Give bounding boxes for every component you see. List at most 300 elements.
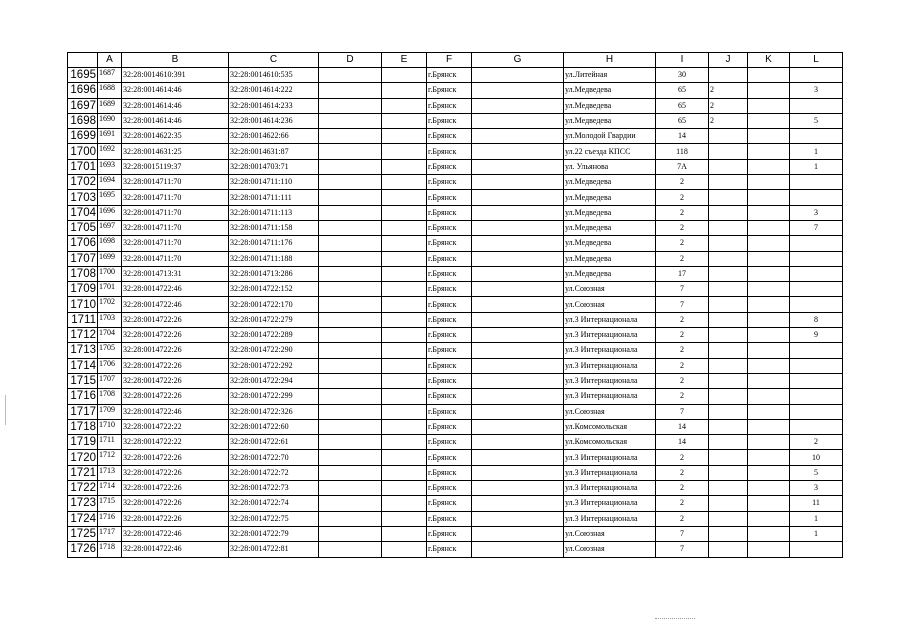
cell-e	[382, 236, 427, 251]
cell-c: 32:28:0014722:290	[229, 343, 319, 358]
cell-e	[382, 83, 427, 98]
cell-c: 32:28:0014631:87	[229, 144, 319, 159]
cell-b: 32:28:0014722:26	[122, 312, 229, 327]
cell-i: 65	[656, 98, 709, 113]
table-row	[68, 83, 843, 98]
cell-c: 32:28:0014722:279	[229, 312, 319, 327]
cell-d	[319, 297, 382, 312]
cell-j	[709, 373, 748, 388]
cell-k	[748, 526, 790, 541]
cell-j	[709, 129, 748, 144]
cell-e	[382, 68, 427, 83]
cell-a: 1712	[98, 450, 122, 465]
margin-mark	[5, 395, 6, 425]
cell-j: 2	[709, 98, 748, 113]
cell-a: 1702	[98, 297, 122, 312]
cell-l	[790, 297, 843, 312]
cell-g	[472, 404, 564, 419]
cell-c: 32:28:0014711:111	[229, 190, 319, 205]
table-row	[68, 190, 843, 205]
cell-c: 32:28:0014711:110	[229, 175, 319, 190]
cell-i: 2	[656, 373, 709, 388]
cell-j	[709, 190, 748, 205]
cell-k	[748, 481, 790, 496]
cell-b: 32:28:0014610:391	[122, 68, 229, 83]
cell-b: 32:28:0014622:35	[122, 129, 229, 144]
cell-d	[319, 175, 382, 190]
cell-h: ул.3 Интернационала	[564, 389, 656, 404]
cell-f: г.Брянск	[427, 68, 472, 83]
cell-f: г.Брянск	[427, 159, 472, 174]
cell-f: г.Брянск	[427, 236, 472, 251]
cell-l: 1	[790, 526, 843, 541]
cell-h: ул.22 съезда КПСС	[564, 144, 656, 159]
cell-f: г.Брянск	[427, 373, 472, 388]
table-row	[68, 343, 843, 358]
cell-a: 1689	[98, 98, 122, 113]
cell-e	[382, 113, 427, 128]
cell-c: 32:28:0014722:299	[229, 389, 319, 404]
row-number: 1695	[68, 68, 98, 83]
cell-g	[472, 450, 564, 465]
cell-g	[472, 159, 564, 174]
cell-b: 32:28:0014711:70	[122, 175, 229, 190]
cell-j	[709, 297, 748, 312]
cell-e	[382, 98, 427, 113]
cell-j	[709, 358, 748, 373]
cell-e	[382, 419, 427, 434]
spreadsheet-table	[67, 52, 843, 558]
cell-j	[709, 266, 748, 281]
cell-i: 7	[656, 297, 709, 312]
cell-h: ул.3 Интернационала	[564, 511, 656, 526]
cell-b: 32:28:0014614:46	[122, 98, 229, 113]
cell-f: г.Брянск	[427, 98, 472, 113]
cell-j	[709, 282, 748, 297]
cell-b: 32:28:0014722:46	[122, 526, 229, 541]
cell-c: 32:28:0014722:61	[229, 435, 319, 450]
cell-d	[319, 282, 382, 297]
cell-l	[790, 542, 843, 557]
cell-c: 32:28:0014722:292	[229, 358, 319, 373]
cell-d	[319, 113, 382, 128]
table-row	[68, 312, 843, 327]
cell-j	[709, 68, 748, 83]
cell-d	[319, 83, 382, 98]
cell-k	[748, 328, 790, 343]
cell-b: 32:28:0014614:46	[122, 83, 229, 98]
cell-f: г.Брянск	[427, 343, 472, 358]
cell-e	[382, 159, 427, 174]
cell-b: 32:28:0014711:70	[122, 190, 229, 205]
cell-j	[709, 404, 748, 419]
cell-l: 5	[790, 465, 843, 480]
cell-a: 1695	[98, 190, 122, 205]
cell-l	[790, 236, 843, 251]
cell-a: 1699	[98, 251, 122, 266]
cell-k	[748, 251, 790, 266]
cell-a: 1705	[98, 343, 122, 358]
cell-b: 32:28:0014722:26	[122, 496, 229, 511]
cell-h: ул.Медведева	[564, 98, 656, 113]
cell-h: ул.3 Интернационала	[564, 373, 656, 388]
cell-e	[382, 251, 427, 266]
column-header-l: L	[790, 53, 843, 68]
column-header-d: D	[319, 53, 382, 68]
cell-h: ул.Молодой Гвардии	[564, 129, 656, 144]
cell-j	[709, 542, 748, 557]
cell-i: 2	[656, 328, 709, 343]
cell-a: 1690	[98, 113, 122, 128]
cell-d	[319, 129, 382, 144]
cell-e	[382, 542, 427, 557]
cell-j	[709, 511, 748, 526]
cell-g	[472, 328, 564, 343]
cell-k	[748, 236, 790, 251]
cell-c: 32:28:0014722:152	[229, 282, 319, 297]
cell-d	[319, 205, 382, 220]
cell-i: 2	[656, 465, 709, 480]
cell-l: 7	[790, 220, 843, 235]
cell-f: г.Брянск	[427, 266, 472, 281]
cell-l	[790, 419, 843, 434]
table-row	[68, 159, 843, 174]
cell-k	[748, 450, 790, 465]
cell-i: 2	[656, 251, 709, 266]
cell-l: 1	[790, 159, 843, 174]
cell-f: г.Брянск	[427, 297, 472, 312]
cell-l: 1	[790, 511, 843, 526]
cell-h: ул.Комсомольская	[564, 419, 656, 434]
cell-d	[319, 190, 382, 205]
cell-j	[709, 251, 748, 266]
cell-c: 32:28:0014722:75	[229, 511, 319, 526]
cell-g	[472, 205, 564, 220]
cell-b: 32:28:0014722:46	[122, 404, 229, 419]
cell-l	[790, 373, 843, 388]
cell-e	[382, 465, 427, 480]
cell-a: 1713	[98, 465, 122, 480]
cell-i: 2	[656, 481, 709, 496]
row-number: 1704	[68, 205, 98, 220]
cell-b: 32:28:0014722:46	[122, 282, 229, 297]
cell-j	[709, 465, 748, 480]
cell-a: 1706	[98, 358, 122, 373]
cell-a: 1703	[98, 312, 122, 327]
table-row	[68, 220, 843, 235]
cell-f: г.Брянск	[427, 419, 472, 434]
table-row	[68, 68, 843, 83]
cell-i: 14	[656, 435, 709, 450]
cell-g	[472, 496, 564, 511]
table-row	[68, 282, 843, 297]
cell-b: 32:28:0014711:70	[122, 205, 229, 220]
cell-b: 32:28:0014722:26	[122, 373, 229, 388]
cell-b: 32:28:0014722:22	[122, 435, 229, 450]
cell-e	[382, 496, 427, 511]
cell-e	[382, 481, 427, 496]
cell-h: ул.3 Интернационала	[564, 328, 656, 343]
cell-i: 2	[656, 175, 709, 190]
table-row	[68, 526, 843, 541]
cell-l: 3	[790, 481, 843, 496]
cell-a: 1708	[98, 389, 122, 404]
cell-d	[319, 542, 382, 557]
cell-f: г.Брянск	[427, 435, 472, 450]
cell-l	[790, 404, 843, 419]
cell-i: 2	[656, 312, 709, 327]
cell-i: 65	[656, 113, 709, 128]
table-row	[68, 435, 843, 450]
cell-i: 2	[656, 205, 709, 220]
column-header-b: B	[122, 53, 229, 68]
row-number: 1713	[68, 343, 98, 358]
cell-j	[709, 175, 748, 190]
cell-l	[790, 68, 843, 83]
cell-j	[709, 144, 748, 159]
cell-e	[382, 389, 427, 404]
row-number: 1707	[68, 251, 98, 266]
table-row	[68, 465, 843, 480]
cell-l	[790, 98, 843, 113]
cell-i: 30	[656, 68, 709, 83]
cell-l	[790, 389, 843, 404]
cell-d	[319, 404, 382, 419]
cell-f: г.Брянск	[427, 251, 472, 266]
table-row	[68, 205, 843, 220]
cell-i: 7	[656, 282, 709, 297]
cell-f: г.Брянск	[427, 542, 472, 557]
cell-h: ул.Медведева	[564, 113, 656, 128]
cell-e	[382, 144, 427, 159]
table-row	[68, 496, 843, 511]
row-number: 1714	[68, 358, 98, 373]
cell-a: 1696	[98, 205, 122, 220]
cell-a: 1710	[98, 419, 122, 434]
cell-j	[709, 389, 748, 404]
cell-j	[709, 496, 748, 511]
row-number: 1703	[68, 190, 98, 205]
row-number: 1726	[68, 542, 98, 557]
table-row	[68, 144, 843, 159]
cell-a: 1697	[98, 220, 122, 235]
cell-j	[709, 343, 748, 358]
cell-d	[319, 435, 382, 450]
cell-b: 32:28:0014722:26	[122, 389, 229, 404]
cell-a: 1698	[98, 236, 122, 251]
cell-h: ул.3 Интернационала	[564, 343, 656, 358]
cell-e	[382, 526, 427, 541]
row-number: 1715	[68, 373, 98, 388]
cell-h: ул.3 Интернационала	[564, 481, 656, 496]
row-number: 1705	[68, 220, 98, 235]
cell-j: 2	[709, 113, 748, 128]
cell-j	[709, 419, 748, 434]
cell-k	[748, 113, 790, 128]
column-header-row	[68, 53, 843, 68]
corner-cell	[68, 53, 98, 68]
row-number: 1702	[68, 175, 98, 190]
cell-e	[382, 343, 427, 358]
cell-i: 2	[656, 511, 709, 526]
cell-e	[382, 312, 427, 327]
table-row	[68, 129, 843, 144]
column-header-e: E	[382, 53, 427, 68]
cell-f: г.Брянск	[427, 282, 472, 297]
cell-c: 32:28:0014614:236	[229, 113, 319, 128]
cell-g	[472, 175, 564, 190]
cell-f: г.Брянск	[427, 481, 472, 496]
cell-i: 7	[656, 542, 709, 557]
cell-i: 65	[656, 83, 709, 98]
table-row	[68, 175, 843, 190]
cell-j	[709, 220, 748, 235]
cell-h: ул.Медведева	[564, 236, 656, 251]
cell-f: г.Брянск	[427, 190, 472, 205]
cell-f: г.Брянск	[427, 450, 472, 465]
row-number: 1712	[68, 328, 98, 343]
table-row	[68, 266, 843, 281]
cell-e	[382, 175, 427, 190]
column-header-f: F	[427, 53, 472, 68]
cell-h: ул.Медведева	[564, 266, 656, 281]
cell-k	[748, 358, 790, 373]
cell-g	[472, 312, 564, 327]
cell-d	[319, 481, 382, 496]
cell-f: г.Брянск	[427, 129, 472, 144]
cell-l: 3	[790, 83, 843, 98]
table-row	[68, 236, 843, 251]
cell-b: 32:28:0014722:46	[122, 542, 229, 557]
cell-h: ул.3 Интернационала	[564, 358, 656, 373]
cell-e	[382, 435, 427, 450]
cell-b: 32:28:0014631:25	[122, 144, 229, 159]
cell-k	[748, 98, 790, 113]
cell-f: г.Брянск	[427, 465, 472, 480]
cell-c: 32:28:0014722:81	[229, 542, 319, 557]
cell-c: 32:28:0014711:113	[229, 205, 319, 220]
row-number: 1719	[68, 435, 98, 450]
cell-h: ул.Медведева	[564, 251, 656, 266]
cell-c: 32:28:0014713:286	[229, 266, 319, 281]
cell-g	[472, 266, 564, 281]
cell-k	[748, 129, 790, 144]
cell-h: ул.3 Интернационала	[564, 450, 656, 465]
cell-k	[748, 312, 790, 327]
cell-k	[748, 159, 790, 174]
row-number: 1718	[68, 419, 98, 434]
cell-d	[319, 465, 382, 480]
cell-g	[472, 465, 564, 480]
row-number: 1725	[68, 526, 98, 541]
cell-b: 32:28:0014722:46	[122, 297, 229, 312]
cell-b: 32:28:0014722:26	[122, 465, 229, 480]
cell-l: 1	[790, 144, 843, 159]
cell-f: г.Брянск	[427, 328, 472, 343]
cell-l: 5	[790, 113, 843, 128]
cell-g	[472, 542, 564, 557]
cell-e	[382, 282, 427, 297]
cell-g	[472, 98, 564, 113]
cell-c: 32:28:0014722:73	[229, 481, 319, 496]
cell-c: 32:28:0014722:72	[229, 465, 319, 480]
row-number: 1717	[68, 404, 98, 419]
cell-l: 10	[790, 450, 843, 465]
cell-d	[319, 328, 382, 343]
cell-k	[748, 68, 790, 83]
cell-l: 8	[790, 312, 843, 327]
cell-f: г.Брянск	[427, 113, 472, 128]
cell-d	[319, 343, 382, 358]
cell-d	[319, 220, 382, 235]
cell-c: 32:28:0014722:170	[229, 297, 319, 312]
cell-a: 1688	[98, 83, 122, 98]
cell-e	[382, 404, 427, 419]
cell-l	[790, 282, 843, 297]
row-number: 1696	[68, 83, 98, 98]
cell-g	[472, 129, 564, 144]
cell-l	[790, 129, 843, 144]
cell-h: ул.3 Интернационала	[564, 312, 656, 327]
table-row	[68, 481, 843, 496]
cell-k	[748, 144, 790, 159]
cell-k	[748, 419, 790, 434]
cell-j	[709, 435, 748, 450]
cell-c: 32:28:0014703:71	[229, 159, 319, 174]
cell-f: г.Брянск	[427, 83, 472, 98]
cell-g	[472, 435, 564, 450]
row-number: 1720	[68, 450, 98, 465]
cell-e	[382, 511, 427, 526]
cell-g	[472, 190, 564, 205]
cell-h: ул.Союзная	[564, 526, 656, 541]
cell-a: 1704	[98, 328, 122, 343]
cell-g	[472, 282, 564, 297]
cell-e	[382, 129, 427, 144]
cell-f: г.Брянск	[427, 511, 472, 526]
cell-a: 1716	[98, 511, 122, 526]
cell-d	[319, 68, 382, 83]
cell-g	[472, 251, 564, 266]
cell-d	[319, 236, 382, 251]
cell-f: г.Брянск	[427, 404, 472, 419]
cell-e	[382, 297, 427, 312]
cell-g	[472, 220, 564, 235]
cell-a: 1709	[98, 404, 122, 419]
cell-g	[472, 373, 564, 388]
table-row	[68, 297, 843, 312]
cell-a: 1707	[98, 373, 122, 388]
cell-k	[748, 389, 790, 404]
cell-a: 1701	[98, 282, 122, 297]
cell-c: 32:28:0014610:535	[229, 68, 319, 83]
cell-a: 1700	[98, 266, 122, 281]
column-header-a: A	[98, 53, 122, 68]
cell-b: 32:28:0014722:26	[122, 343, 229, 358]
cell-a: 1691	[98, 129, 122, 144]
cell-g	[472, 68, 564, 83]
cell-d	[319, 419, 382, 434]
cell-a: 1711	[98, 435, 122, 450]
cell-e	[382, 358, 427, 373]
cell-a: 1693	[98, 159, 122, 174]
cell-i: 2	[656, 343, 709, 358]
cell-g	[472, 389, 564, 404]
cell-a: 1692	[98, 144, 122, 159]
cell-h: ул.Медведева	[564, 220, 656, 235]
cell-e	[382, 328, 427, 343]
cell-h: ул.Союзная	[564, 404, 656, 419]
